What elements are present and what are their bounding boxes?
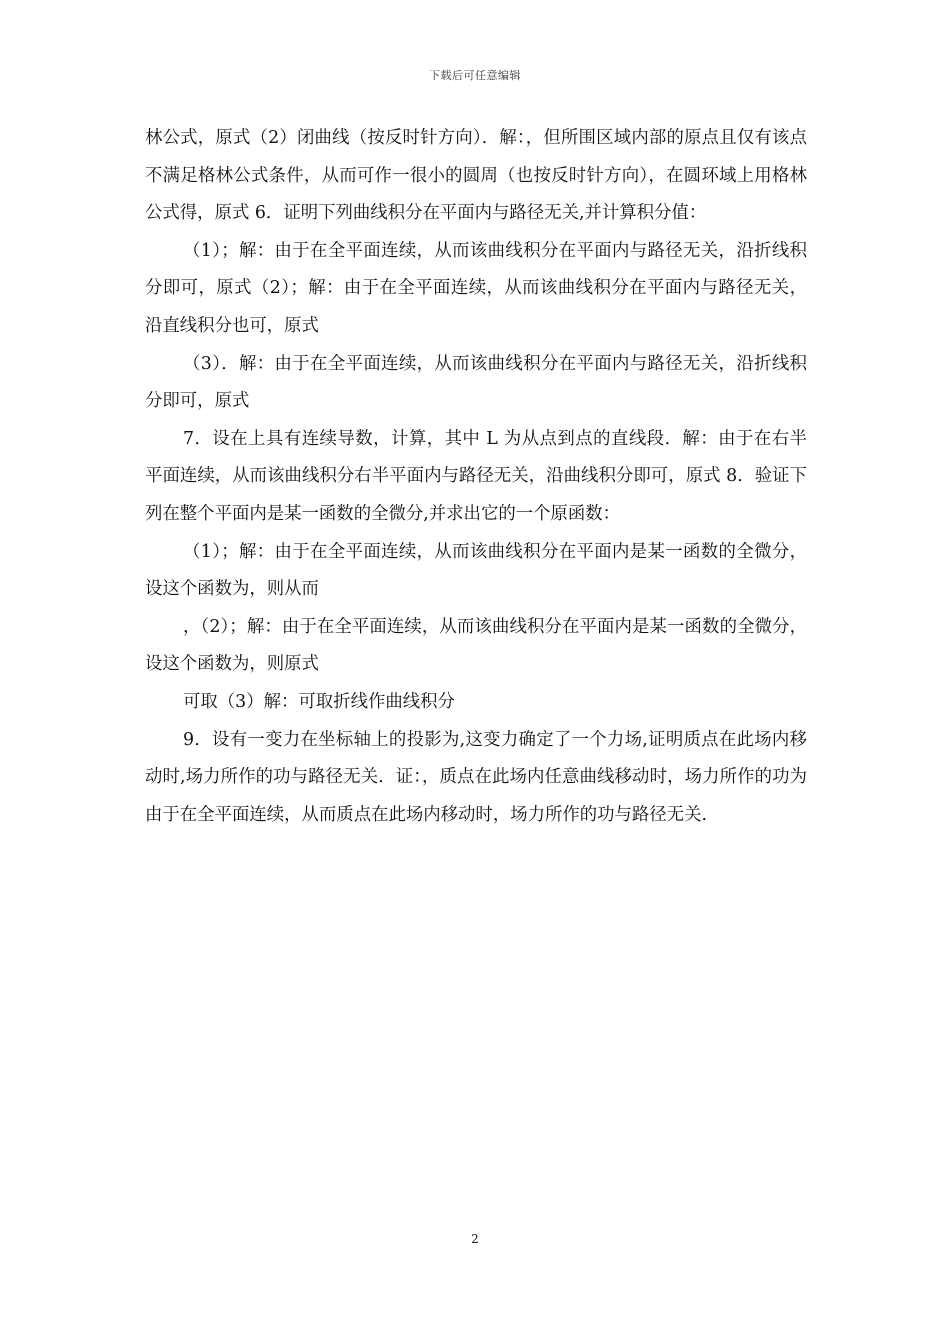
paragraph-4: 7．设在上具有连续导数，计算，其中 L 为从点到点的直线段．解：由于在右半平面连续，从而该曲线积分右半平面内与路径无关，沿曲线积分即可，原式 8．验证下列在整个平面内是某一函数的全微分,并求出它的一个原函数： xyxy=(145,428,807,524)
paragraph-7: 可取（3）解：可取折线作曲线积分 xyxy=(183,691,455,712)
paragraph-2: （1）；解：由于在全平面连续，从而该曲线积分在平面内与路径无关，沿折线积分即可，原式（2）；解：由于在全平面连续，从而该曲线积分在平面内与路径无关，沿直线积分也可，原式 xyxy=(145,240,807,336)
paragraph-8: 9．设有一变力在坐标轴上的投影为,这变力确定了一个力场,证明质点在此场内移动时,场力所作的功与路径无关．证：，质点在此场内任意曲线移动时，场力所作的功为由于在全平面连续，从而质点在此场内移动时，场力所作的功与路径无关. xyxy=(145,729,807,825)
paragraph-5: （1）；解：由于在全平面连续，从而该曲线积分在平面内是某一函数的全微分，设这个函数为，则从而 xyxy=(145,541,807,600)
document-body xyxy=(145,120,807,834)
page-header: 下载后可任意编辑 xyxy=(429,69,521,82)
paragraph-3: （3）．解：由于在全平面连续，从而该曲线积分在平面内与路径无关，沿折线积分即可，原式 xyxy=(145,353,807,412)
paragraph-6: ，（2）；解：由于在全平面连续，从而该曲线积分在平面内是某一函数的全微分，设这个函数为，则原式 xyxy=(145,616,807,675)
paragraph-1: 林公式，原式（2）闭曲线（按反时针方向）．解：，但所围区域内部的原点且仅有该点不满足格林公式条件，从而可作一很小的圆周（也按反时针方向），在圆环域上用格林公式得，原式 6．证明下列曲线积分在平面内与路径无关,并计算积分值： xyxy=(145,128,807,224)
page-number: 2 xyxy=(471,1232,479,1246)
